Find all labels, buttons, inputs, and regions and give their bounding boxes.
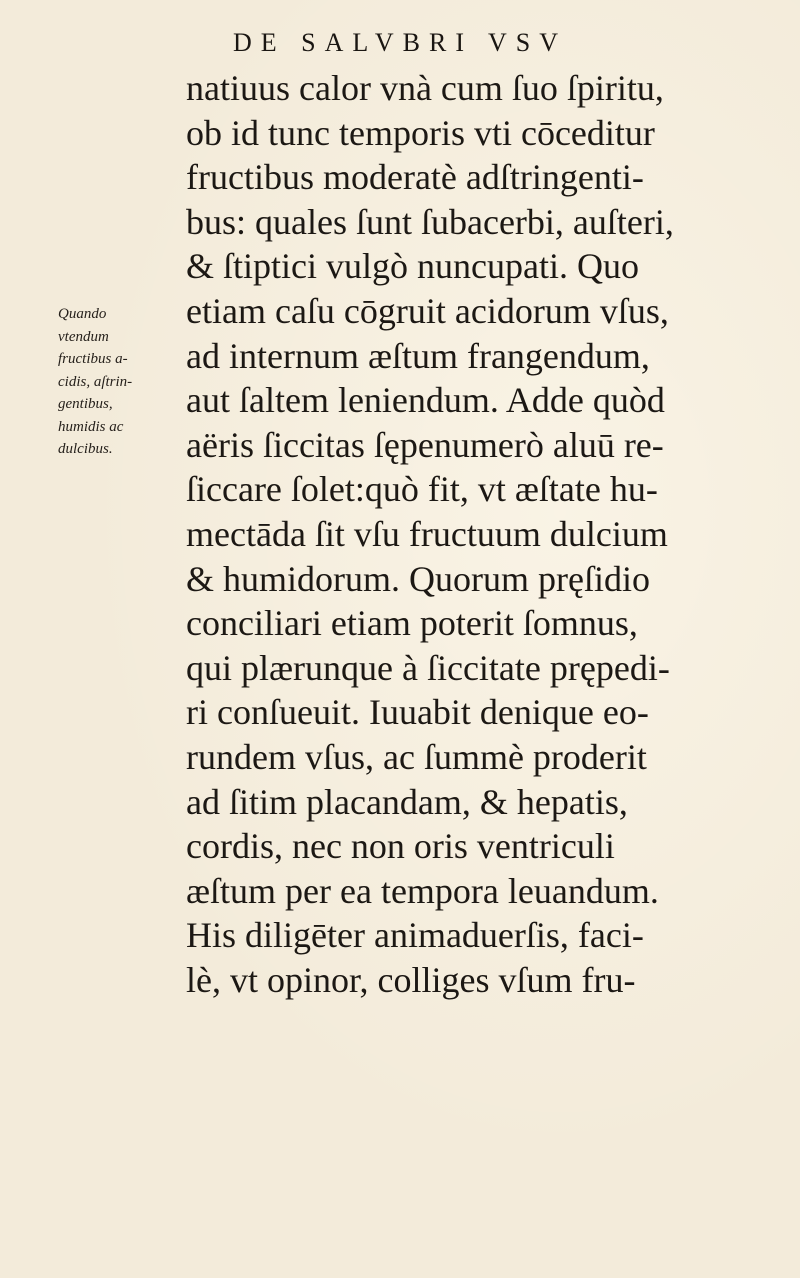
- text-line: ad internum æſtum frangendum,: [186, 335, 650, 376]
- text-line: qui plærunque à ſiccitate prępedi-: [186, 647, 670, 688]
- text-line: etiam caſu cōgruit acidorum vſus,: [186, 290, 669, 331]
- margin-note-line: gentibus,: [58, 396, 113, 412]
- text-line: ob id tunc temporis vti cōceditur: [186, 112, 655, 153]
- margin-note-line: Quando: [58, 306, 107, 322]
- text-line: ad ſitim placandam, & hepatis,: [186, 781, 628, 822]
- text-line: bus: quales ſunt ſubacerbi, auſteri,: [186, 201, 674, 242]
- margin-note-line: humidis ac: [58, 418, 124, 435]
- text-line: ſiccare ſolet:quò fit, vt æſtate hu-: [186, 469, 658, 510]
- margin-note-line: cidis, aſtrin-: [58, 373, 133, 390]
- text-line: fructibus moderatè adſtringenti-: [186, 157, 644, 198]
- text-line: rundem vſus, ac ſummè proderit: [186, 736, 647, 777]
- text-line: mectāda ſit vſu fructuum dulcium: [186, 513, 668, 554]
- body-text: [186, 66, 786, 1002]
- text-line: lè, vt opinor, colliges vſum fru-: [186, 959, 636, 1000]
- margin-note-line: vtendum: [58, 328, 109, 345]
- margin-note-line: dulcibus.: [58, 441, 113, 457]
- text-line: aëris ſiccitas ſępenumerò aluū re-: [186, 424, 664, 465]
- margin-note: [58, 303, 188, 461]
- text-line: His diligēter animaduerſis, faci-: [186, 915, 644, 956]
- text-line: ri conſueuit. Iuuabit denique eo-: [186, 692, 649, 733]
- margin-note-line: fructibus a-: [58, 351, 128, 367]
- text-line: natiuus calor vnà cum ſuo ſpiritu,: [186, 68, 664, 108]
- text-line: aut ſaltem leniendum. Adde quòd: [186, 380, 665, 421]
- text-line: conciliari etiam poterit ſomnus,: [186, 603, 638, 644]
- running-head: DE SALVBRI VSV: [232, 28, 568, 57]
- text-line: æſtum per ea tempora leuandum.: [186, 870, 659, 911]
- text-line: & ſtiptici vulgò nuncupati. Quo: [186, 246, 639, 287]
- text-line: & humidorum. Quorum pręſidio: [186, 558, 650, 599]
- text-line: cordis, nec non oris ventriculi: [186, 826, 615, 867]
